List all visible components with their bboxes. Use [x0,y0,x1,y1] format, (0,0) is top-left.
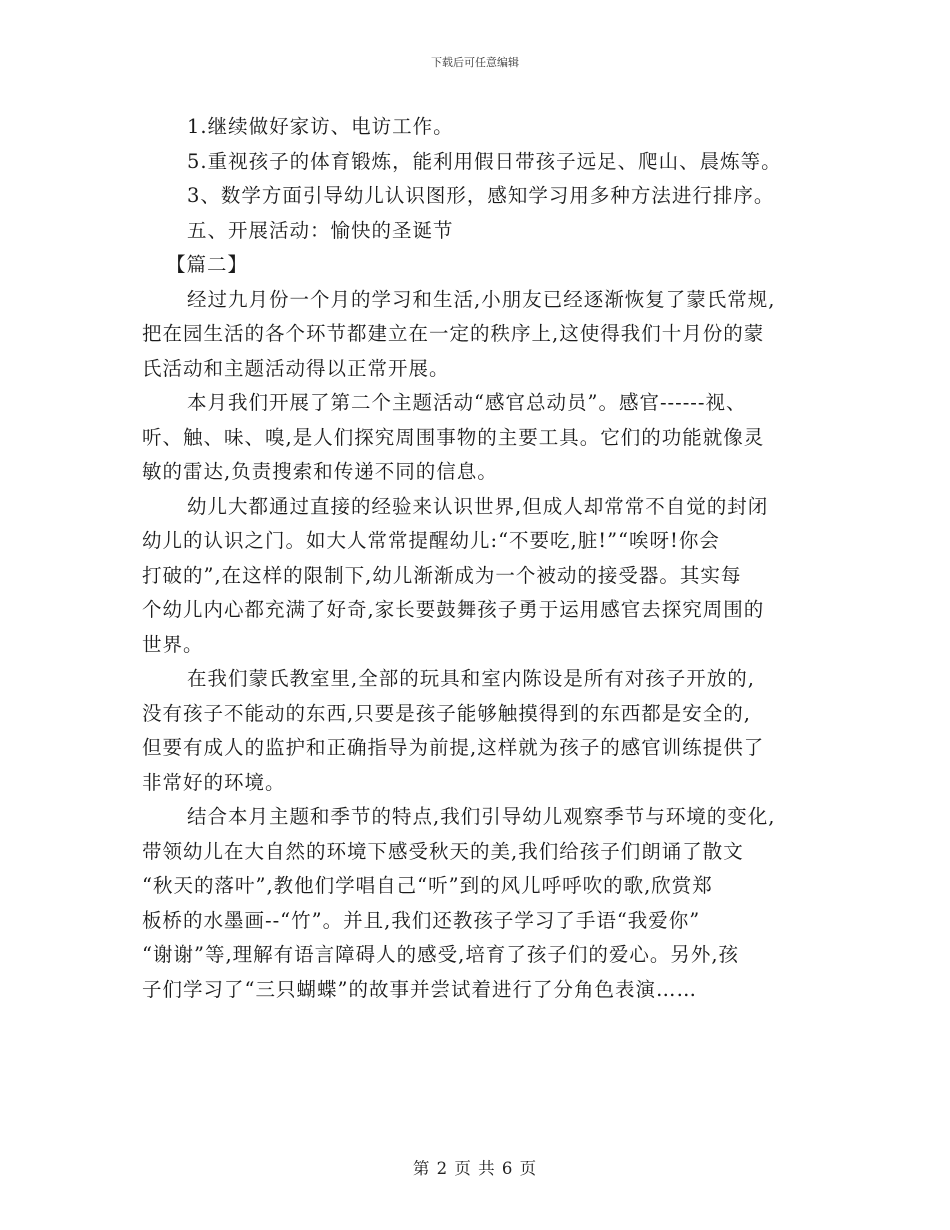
paragraph-4-line-3: 但要有成人的监护和正确指导为前提,这样就为孩子的感官训练提供了 [142,736,765,759]
paragraph-4-line-1: 在我们蒙氏教室里,全部的玩具和室内陈设是所有对孩子开放的, [187,667,755,690]
document-body [142,110,822,1007]
paragraph-2-line-2: 听、触、味、嗅,是人们探究周围事物的主要工具。它们的功能就像灵 [142,425,765,449]
paragraph-1-line-2: 把在园生活的各个环节都建立在一定的秩序上,这使得我们十月份的蒙 [142,322,765,345]
paragraph-5-line-1: 结合本月主题和季节的特点,我们引导幼儿观察季节与环境的变化, [187,805,776,828]
paragraph-2-line-3: 敏的雷达,负责搜索和传递不同的信息。 [142,460,498,483]
paragraph-3-line-1: 幼儿大都通过直接的经验来认识世界,但成人却常常不自觉的封闭 [187,494,769,518]
paragraph-4-line-4: 非常好的环境。 [142,770,286,794]
list-item-math: 3、数学方面引导幼儿认识图形，感知学习用多种方法进行排序。 [187,184,775,207]
paragraph-2-line-1: 本月我们开展了第二个主题活动“感官总动员”。感官------视、 [187,391,747,414]
paragraph-1-line-1: 经过九月份一个月的学习和生活,小朋友已经逐渐恢复了蒙氏常规, [187,287,776,311]
paragraph-3-line-4: 个幼儿内心都充满了好奇,家长要鼓舞孩子勇于运用感官去探究周围的 [142,598,765,621]
paragraph-3-line-2: 幼儿的认识之门。如大人常常提醒幼儿:“不要吃,脏!”“唉呀!你会 [142,529,720,552]
paragraph-5-line-3: “秋天的落叶”,教他们学唱自己“听”到的风儿呼呼吹的歌,欣赏郑 [142,874,713,897]
paragraph-5-line-5: “谢谢”等,理解有语言障碍人的感受,培育了孩子们的爱心。另外,孩 [142,943,740,966]
paragraph-1-line-3: 氏活动和主题活动得以正常开展。 [142,356,450,380]
section-heading-activity: 五、开展活动：愉快的圣诞节 [187,218,454,242]
paragraph-5-line-4: 板桥的水墨画--“竹”。并且,我们还教孩子学习了手语“我爱你” [142,908,701,932]
page-header-note: 下载后可任意编辑 [431,56,519,69]
paragraph-5-line-6: 子们学习了“三只蝴蝶”的故事并尝试着进行了分角色表演…… [142,977,697,1001]
paragraph-3-line-5: 世界。 [142,632,204,656]
paragraph-4-line-2: 没有孩子不能动的东西,只要是孩子能够触摸得到的东西都是安全的, [142,701,751,725]
paragraph-5-line-2: 带领幼儿在大自然的环境下感受秋天的美,我们给孩子们朗诵了散文 [142,839,744,863]
list-item-physical-exercise: 5.重视孩子的体育锻炼，能利用假日带孩子远足、爬山、晨炼等。 [187,149,782,173]
list-item-home-visits: 1.继续做好家访、电访工作。 [187,115,454,138]
page-number: 第 2 页 共 6 页 [412,1159,538,1178]
section-heading-part-two: 【篇二】 [166,253,249,276]
paragraph-3-line-3: 打破的”,在这样的限制下,幼儿渐渐成为一个被动的接受器。其实每 [142,563,742,587]
